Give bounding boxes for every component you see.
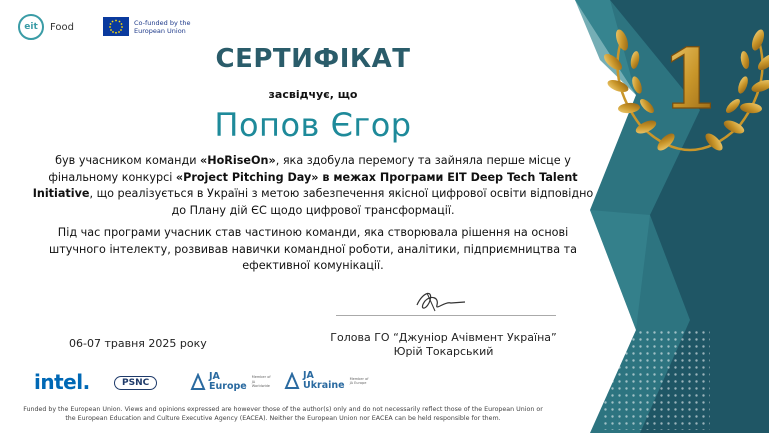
eu-flag-icon — [103, 17, 129, 36]
intel-logo: intel. — [34, 370, 90, 394]
achievement-paragraph — [30, 153, 596, 219]
recipient-name: Попов Єгор — [214, 106, 412, 144]
contest-name: «Project Pitching Day» в межах Програми EIT Deep Tech Talent Initiative — [32, 170, 578, 200]
signature-line — [336, 315, 556, 316]
ja-europe-member: Member of JA Worldwide — [251, 375, 271, 389]
p1-text-b: , яка здобула перемогу та зайняла перше місце у фінальному конкурсі — [48, 154, 571, 184]
ja-ukraine-member: Member of JA Europe — [349, 376, 369, 385]
certifies-text: засвідчує, що — [268, 88, 358, 101]
ja-europe-text — [209, 372, 247, 392]
chair-block — [316, 331, 571, 359]
ja-ukraine-text — [303, 371, 345, 391]
certificate-title: СЕРТИФІКАТ — [215, 44, 411, 74]
eu-cofunded-logo — [103, 17, 219, 36]
ja-mark-icon — [284, 372, 300, 390]
eu-cofunded-text — [134, 19, 219, 35]
ja-ukraine-logo — [284, 371, 372, 391]
program-paragraph: Під час програми учасник став частиною команди, яка створювала рішення на основі штучного інтелекту, розвивав навички командної роботи, аналітики, підприємництва та ефективної комунікації. — [49, 226, 577, 272]
p1-text-a: був учасником команди — [55, 154, 201, 167]
event-date: 06-07 травня 2025 року — [69, 337, 207, 350]
eit-food-label: Food — [50, 21, 74, 33]
eit-badge-icon: eit — [18, 14, 44, 40]
team-name: «HoRiseOn» — [200, 154, 276, 167]
p1-text-c: , що реалізується в Україні з метою забезпечення якісної цифрової освіти відповідно до Плану дій ЄС щодо цифрової трансформації. — [89, 187, 594, 217]
ja-mark-icon — [190, 373, 206, 391]
eit-food-logo — [18, 14, 74, 40]
eu-disclaimer: Funded by the European Union. Views and opinions expressed are however those of the author(s) only and do not necessarily reflect those of the European Union or the European Education and Culture Executive Agency (EACEA). Neither the European Union nor EACEA can be held responsible for them. — [23, 406, 543, 422]
eu-line-1: Co-funded by the — [134, 18, 191, 27]
chair-title: Голова ГО “Джуніор Ачівмент Україна” — [330, 331, 557, 344]
ja-europe-line-1: JA — [209, 371, 220, 382]
ja-ukraine-line-2: Ukraine — [303, 380, 345, 391]
rank-digit: 1 — [661, 32, 719, 128]
ja-europe-logo — [190, 372, 274, 392]
psnc-logo: PSNC — [114, 376, 157, 390]
chair-name: Юрій Токарський — [393, 345, 494, 358]
ja-ukraine-line-1: JA — [303, 370, 314, 381]
ja-europe-line-2: Europe — [209, 381, 247, 392]
eu-line-2: European Union — [134, 26, 186, 35]
signature — [405, 283, 505, 318]
